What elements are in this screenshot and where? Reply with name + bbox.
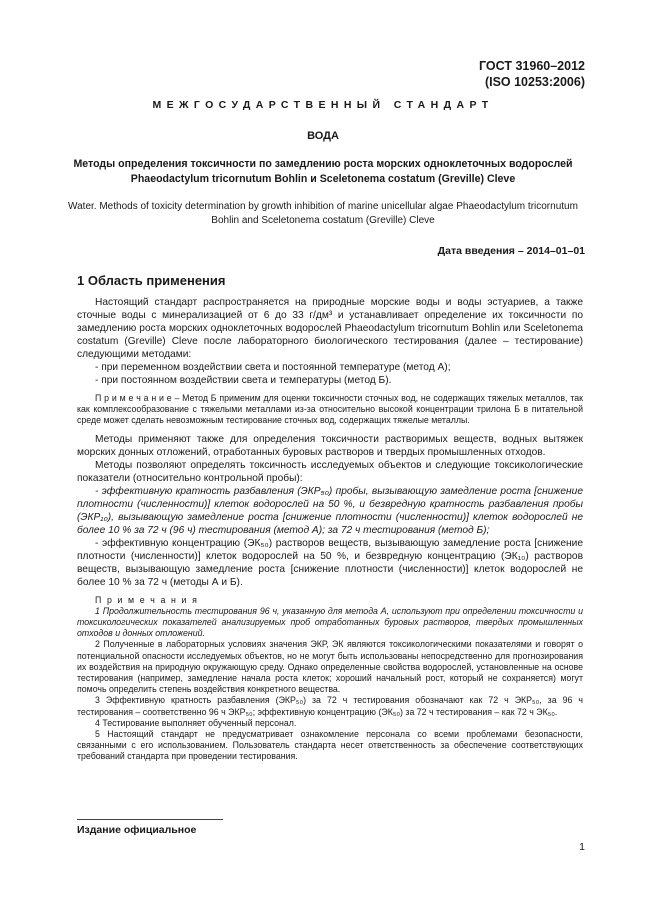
standard-number-block — [479, 58, 585, 90]
english-title-line-2: Bohlin and Sceletonema costatum (Greville) Cleve — [211, 215, 435, 226]
note-item: 3 Эффективную кратность разбавления (ЭКР₅₀) за 72 ч тестирования обозначают как 72 ч ЭКР₅₀, за 96 ч тестирования – соответственно 96 ч ЭКР₅₀; эффективную концентрацию (ЭК₅₀) за 72 ч тестирования – как 72 ч ЭК₅₀. — [77, 695, 583, 717]
indicator-ek-item: - эффективную концентрацию (ЭК₅₀) растворов веществ, вызывающую замедление роста [снижение плотности (численности)] клеток водорослей на 50 %, и безвредную концентрацию (ЭК₁₀) растворов веществ, вызывающую замедление роста [снижение плотности (численности)] клеток водорослей не более 10 % за 72 ч (методы А и Б). — [77, 537, 583, 588]
note-item: 1 Продолжительность тестирования 96 ч, указанную для метода А, используют при определении токсичности и токсикологических показателей анализируемых проб отработанных буровых растворов, твердых промышленных отходов и донных отложений. — [77, 605, 583, 639]
document-title: ВОДА — [307, 130, 339, 142]
paragraph-scope: Настоящий стандарт распространяется на природные морские воды и воды эстуариев, а также сточные воды с минерализацией от 6 до 33 г/дм³ и устанавливает определение их токсичности по замедлению роста морских одноклеточных водорослей Phaeodactylum tricornutum Bohlin или Sceletonema costatum (Greville) Cleve после лабораторного биологического тестирования (далее – тестирование) следующими методами: — [77, 297, 583, 360]
method-a-item: - при переменном воздействии света и постоянной температуре (метод А); — [95, 362, 451, 373]
section-body — [77, 296, 583, 763]
paragraph-indicators: Методы позволяют определять токсичность исследуемых объектов и следующие токсикологические показатели (относительно контрольной пробы): — [77, 459, 583, 484]
document-subtitle — [40, 157, 606, 187]
introduction-date: Дата введения – 2014–01–01 — [437, 245, 585, 257]
standard-number: ГОСТ 31960–2012 — [479, 59, 585, 73]
english-title — [40, 200, 606, 228]
note-item: 2 Полученные в лабораторных условиях значения ЭКР, ЭК являются токсикологическими показателями и говорят о потенциальной опасности исследуемых объектов, но не могут быть использованы непосредственно для прогнозирования их воздействия на природную окружающую среду. Однако определенные свойства водорослей, установленные на основе тестирования (например, замедление начала роста клеток; хороший начальный рост, который не сохраняется) могут помочь определить степень воздействия конкретного вещества. — [77, 639, 583, 695]
english-title-line-1: Water. Methods of toxicity determination by growth inhibition of marine unicellular algae Phaeodactylum tricornutum — [68, 201, 578, 212]
method-b-note: П р и м е ч а н и е – Метод Б применим для оценки токсичности сточных вод, не содержащих тяжелых металлов, так как комплексообразование с тяжелыми металлами из-за относительно высокой концентрации трилона Б в питательной среде может сделать невозможным тестирование сточных вод, содержащих тяжелые металлы. — [77, 393, 583, 426]
notes-heading: П р и м е ч а н и я — [95, 594, 199, 605]
page-number: 1 — [579, 841, 585, 853]
interstate-standard-label: МЕЖГОСУДАРСТВЕННЫЙ СТАНДАРТ — [152, 99, 494, 111]
subtitle-line-2: Phaeodactylum tricornutum Bohlin и Sceletonema costatum (Greville) Cleve — [130, 173, 516, 185]
section-heading: 1 Область применения — [77, 273, 226, 288]
note-item: 5 Настоящий стандарт не предусматривает ознакомление персонала со всеми проблемами безопасности, связанными с его использованием. Пользователь стандарта несет ответственность за обеспечение соответствующих требований стандарта при проведении тестирования. — [77, 729, 583, 762]
paragraph-applications: Методы применяют также для определения токсичности растворимых веществ, водных вытяжек морских донных отложений, отработанных буровых растворов и твердых промышленных отходов. — [77, 433, 583, 458]
iso-number: (ISO 10253:2006) — [484, 75, 585, 89]
indicator-ekr-item: - эффективную кратность разбавления (ЭКР₅₀) пробы, вызывающую замедление роста [снижение плотности (численности)] клеток водорослей на 50 %, и безвредную кратность разбавления пробы (ЭКР₁₀), вызывающую замедление роста [снижение плотности (численности)] клеток водорослей не более 10 % за 72 ч (96 ч) тестирования (метод А); за 72 ч тестирования (метод Б); — [77, 485, 583, 536]
footer-divider — [77, 819, 223, 820]
notes-block — [77, 595, 583, 763]
official-edition-label: Издание официальное — [77, 824, 197, 836]
subtitle-line-1: Методы определения токсичности по замедлению роста морских одноклеточных водорослей — [73, 158, 573, 170]
note-item: 4 Тестирование выполняет обученный персонал. — [95, 717, 297, 728]
method-b-item: - при постоянном воздействии света и температуры (метод Б). — [95, 375, 392, 386]
